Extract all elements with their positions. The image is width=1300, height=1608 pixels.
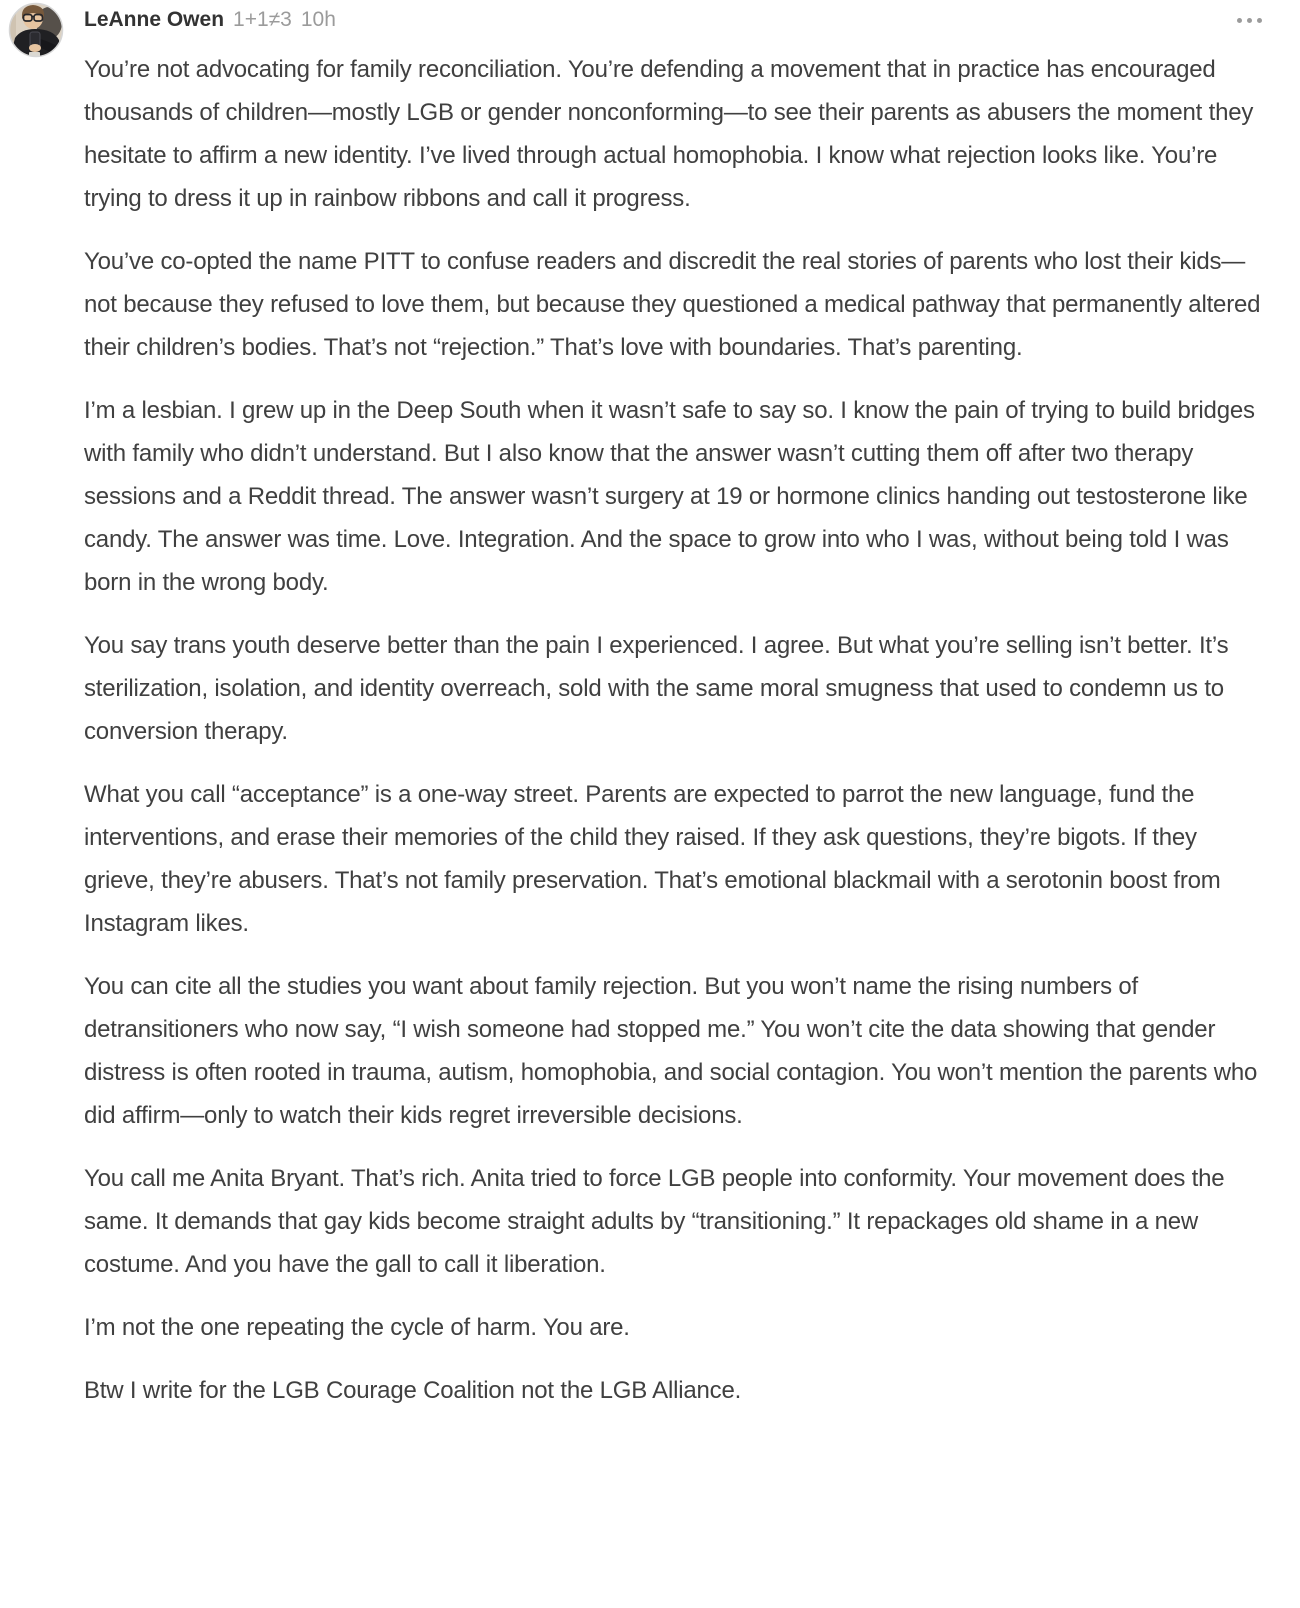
avatar-image (8, 2, 64, 58)
comment-body (84, 48, 1264, 1412)
comment-paragraph: What you call “acceptance” is a one-way street. Parents are expected to parrot the new language, fund the interventions, and erase their memories of the child they raised. If they ask questions, they’re bigots. If they grieve, they’re abusers. That’s not family preservation. That’s emotional blackmail with a serotonin boost from Instagram likes. (84, 781, 1221, 937)
comment-header (84, 2, 1264, 33)
author-name[interactable]: LeAnne Owen (84, 8, 225, 31)
timestamp[interactable]: 10h (300, 8, 336, 31)
comment-paragraph: I’m not the one repeating the cycle of harm. You are. (84, 1314, 630, 1341)
comment-paragraph: You’ve co-opted the name PITT to confuse readers and discredit the real stories of parents who lost their kids—not because they refused to love them, but because they questioned a medical pathway that permanently altered their children’s bodies. That’s not “rejection.” That’s love with boundaries. That’s parenting. (84, 248, 1261, 361)
author-badge: 1+1≠3 (233, 8, 292, 31)
avatar[interactable] (8, 2, 64, 58)
more-options-icon (1237, 18, 1242, 23)
comment-content (84, 2, 1264, 1412)
comment-paragraph: You call me Anita Bryant. That’s rich. Anita tried to force LGB people into conformity. Your movement does the same. It demands that gay kids become straight adults by “transitioning.” It repackages old shame in a new costume. And you have the gall to call it liberation. (84, 1165, 1225, 1278)
comment-paragraph: You’re not advocating for family reconciliation. You’re defending a movement that in practice has encouraged thousands of children—mostly LGB or gender nonconforming—to see their parents as abusers the moment they hesitate to affirm a new identity. I’ve lived through actual homophobia. I know what rejection looks like. You’re trying to dress it up in rainbow ribbons and call it progress. (84, 56, 1254, 212)
comment-paragraph: I’m a lesbian. I grew up in the Deep South when it wasn’t safe to say so. I know the pain of trying to build bridges with family who didn’t understand. But I also know that the answer wasn’t cutting them off after two therapy sessions and a Reddit thread. The answer wasn’t surgery at 19 or hormone clinics handing out testosterone like candy. The answer was time. Love. Integration. And the space to grow into who I was, without being told I was born in the wrong body. (84, 397, 1255, 596)
comment-paragraph: You can cite all the studies you want about family rejection. But you won’t name the rising numbers of detransitioners who now say, “I wish someone had stopped me.” You won’t cite the data showing that gender distress is often rooted in trauma, autism, homophobia, and social contagion. You won’t mention the parents who did affirm—only to watch their kids regret irreversible decisions. (84, 973, 1258, 1129)
more-options-button[interactable] (1235, 8, 1264, 33)
comment-paragraph: Btw I write for the LGB Courage Coalition not the LGB Alliance. (84, 1377, 742, 1404)
comment-paragraph: You say trans youth deserve better than the pain I experienced. I agree. But what you’re selling isn’t better. It’s sterilization, isolation, and identity overreach, sold with the same moral smugness that used to condemn us to conversion therapy. (84, 632, 1229, 745)
